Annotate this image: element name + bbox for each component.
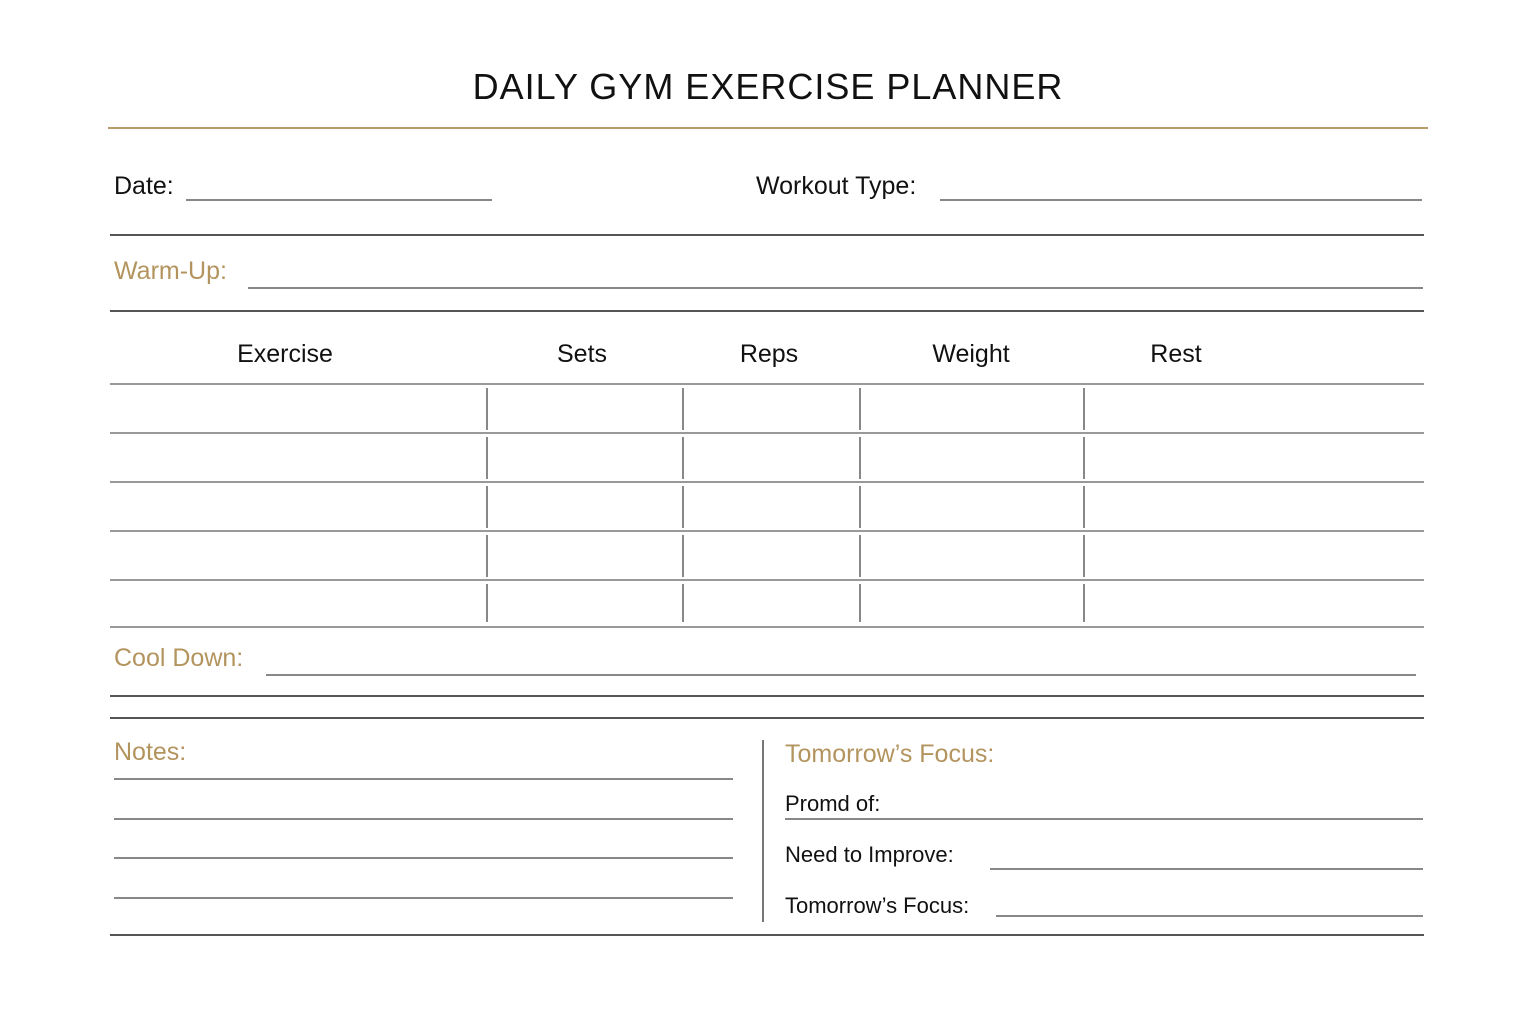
cooldown-label: Cool Down: bbox=[114, 644, 244, 672]
workout-type-label: Workout Type: bbox=[756, 172, 917, 200]
column-divider bbox=[859, 437, 861, 479]
column-divider bbox=[1083, 486, 1085, 528]
column-divider bbox=[486, 486, 488, 528]
column-divider bbox=[682, 388, 684, 430]
table-row[interactable] bbox=[110, 532, 1424, 578]
column-divider bbox=[682, 486, 684, 528]
section-divider bbox=[110, 310, 1424, 312]
proud-of-label: Promd of: bbox=[785, 791, 881, 816]
notes-focus-divider bbox=[762, 740, 764, 922]
notes-line[interactable] bbox=[114, 818, 733, 820]
column-divider bbox=[486, 584, 488, 622]
workout-type-field[interactable] bbox=[940, 199, 1422, 201]
column-divider bbox=[859, 486, 861, 528]
column-divider bbox=[682, 437, 684, 479]
column-header-sets: Sets bbox=[556, 340, 608, 368]
column-divider bbox=[682, 584, 684, 622]
section-divider bbox=[110, 234, 1424, 236]
page-title: DAILY GYM EXERCISE PLANNER bbox=[472, 66, 1064, 107]
cooldown-field[interactable] bbox=[266, 674, 1416, 676]
warmup-field[interactable] bbox=[248, 287, 1423, 289]
column-header-rest: Rest bbox=[1150, 340, 1202, 368]
tomorrow-focus-heading: Tomorrow’s Focus: bbox=[785, 740, 995, 768]
column-divider bbox=[682, 535, 684, 577]
table-row[interactable] bbox=[110, 434, 1424, 480]
section-divider bbox=[110, 695, 1424, 697]
column-header-exercise: Exercise bbox=[237, 340, 333, 368]
column-divider bbox=[859, 535, 861, 577]
column-divider bbox=[486, 437, 488, 479]
notes-label: Notes: bbox=[114, 738, 187, 766]
table-row-line bbox=[110, 626, 1424, 628]
column-divider bbox=[1083, 388, 1085, 430]
column-header-weight: Weight bbox=[932, 340, 1010, 368]
table-row[interactable] bbox=[110, 385, 1424, 431]
column-divider bbox=[1083, 535, 1085, 577]
column-divider bbox=[486, 535, 488, 577]
tomorrow-focus-field[interactable] bbox=[996, 915, 1423, 917]
table-row[interactable] bbox=[110, 483, 1424, 529]
proud-of-field[interactable] bbox=[785, 818, 1423, 820]
title-divider bbox=[108, 127, 1428, 129]
tomorrow-focus-label: Tomorrow’s Focus: bbox=[785, 893, 970, 918]
column-divider bbox=[859, 388, 861, 430]
column-divider bbox=[486, 388, 488, 430]
warmup-label: Warm-Up: bbox=[114, 257, 227, 285]
section-divider bbox=[110, 717, 1424, 719]
column-divider bbox=[1083, 437, 1085, 479]
column-divider bbox=[859, 584, 861, 622]
notes-line[interactable] bbox=[114, 778, 733, 780]
date-label: Date: bbox=[114, 172, 174, 200]
date-field[interactable] bbox=[186, 199, 492, 201]
notes-line[interactable] bbox=[114, 857, 733, 859]
column-divider bbox=[1083, 584, 1085, 622]
need-to-improve-field[interactable] bbox=[990, 868, 1423, 870]
table-row[interactable] bbox=[110, 581, 1424, 625]
column-header-reps: Reps bbox=[739, 340, 799, 368]
notes-line[interactable] bbox=[114, 897, 733, 899]
need-to-improve-label: Need to Improve: bbox=[785, 842, 954, 867]
bottom-divider bbox=[110, 934, 1424, 936]
